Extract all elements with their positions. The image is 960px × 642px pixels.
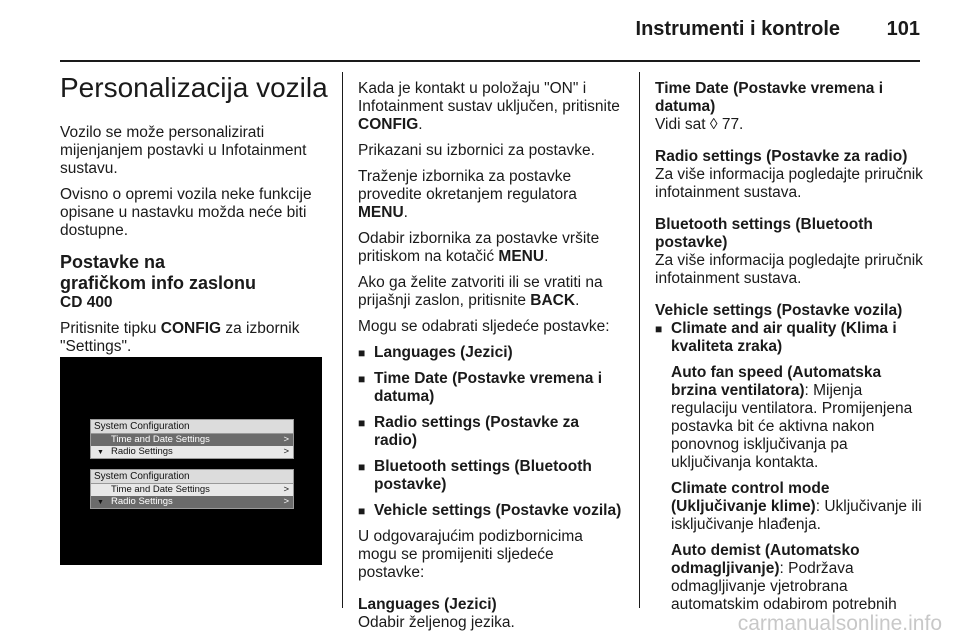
section-title: Bluetooth settings (Bluetooth postavke) (655, 216, 873, 251)
bluetooth-section (655, 216, 925, 288)
languages-title: Languages (Jezici) (358, 596, 497, 613)
paragraph: Odabir izbornika za postavke vršite pritiskom na kotačić MENU. (358, 230, 600, 265)
list-item: ■ Vehicle settings (Postavke vozila) (358, 502, 624, 520)
radio-section (655, 148, 925, 202)
auto-demist: Auto demist (Automatsko odmagljivanje): Podržava odmagljivanje vjetrobrana automatskim odabirom potrebnih (671, 542, 897, 613)
vehicle-section (655, 302, 925, 614)
equipment-note: Ovisno o opremi vozila neke funkcije opisane u nastavku možda neće biti dostupne. (60, 186, 312, 239)
auto-fan-speed: Auto fan speed (Automatska brzina ventilatora): Mijenja regulaciju ventilatora. Promijenjena postavka bit će aktivna nakon ponovnog isključivanja pa uključivanja kontakta. (671, 364, 913, 471)
chevron-right-icon: > (283, 446, 289, 457)
climate-subitems (655, 364, 925, 614)
paragraph: Ako ga želite zatvoriti ili se vratiti na prijašnji zaslon, pritisnite BACK. (358, 274, 603, 309)
menu-row-radio: ▼ Radio Settings > (91, 496, 293, 508)
section-title: Radio settings (Postavke za radio) (655, 148, 908, 165)
triangle-down-icon: ▼ (97, 449, 104, 456)
chevron-right-icon: > (283, 434, 289, 445)
section-text: Za više informacija pogledajte priručnik infotainment sustava. (655, 252, 923, 287)
chevron-right-icon: > (283, 484, 289, 495)
list-item: ■ Radio settings (Postavke za radio) (358, 414, 624, 450)
triangle-down-icon: ▼ (97, 499, 104, 506)
climate-item: ■ Climate and air quality (Klima i kvaliteta zraka) (655, 320, 925, 356)
column-divider-1 (342, 72, 343, 608)
list-item: ■ Time Date (Postavke vremena i datuma) (358, 370, 624, 406)
climate-control-mode: Climate control mode (Uključivanje klime): Uključivanje ili isključivanje hlađenja. (671, 480, 922, 533)
paragraph: Traženje izbornika za postavke provedite okretanjem regulatora MENU. (358, 168, 577, 221)
subsection-heading: CD 400 (60, 294, 113, 311)
section-heading-line1: Postavke na (60, 252, 166, 272)
system-config-panel-1 (90, 419, 294, 459)
panel-title: System Configuration (91, 420, 293, 434)
page-number: 101 (886, 18, 920, 40)
section-text: Vidi sat ◊ 77. (655, 116, 744, 133)
menu-row-radio: ▼ Radio Settings > (97, 446, 289, 457)
section-heading (60, 252, 332, 294)
page-header (0, 0, 960, 62)
section-title: Time Date (Postavke vremena i datuma) (655, 80, 884, 115)
chevron-right-icon: > (283, 496, 289, 507)
section-heading-line2: grafičkom info zaslonu (60, 273, 257, 293)
panel-title: System Configuration (91, 470, 293, 484)
languages-text: Odabir željenog jezika. (358, 614, 515, 631)
page-title: Personalizacija vozila (60, 72, 328, 103)
column-2 (358, 80, 624, 632)
section-text: Za više informacija pogledajte priručnik infotainment sustava. (655, 166, 923, 201)
watermark: carmanualsonline.info (737, 612, 942, 635)
menu-row-time-date: Time and Date Settings > (91, 434, 293, 446)
list-item: ■ Languages (Jezici) (358, 344, 624, 362)
section-title: Vehicle settings (Postavke vozila) (655, 302, 903, 319)
section-title: Instrumenti i kontrole (635, 18, 840, 40)
paragraph: U odgovarajućim podizbornicima mogu se promijeniti sljedeće postavke: (358, 528, 583, 581)
settings-list (358, 344, 624, 520)
time-date-section (655, 80, 925, 134)
config-key: CONFIG (160, 320, 222, 337)
system-config-panel-2 (90, 469, 294, 509)
intro-paragraph: Vozilo se može personalizirati mijenjanjem postavki u Infotainment sustavu. (60, 124, 307, 177)
paragraph: Prikazani su izbornici za postavke. (358, 142, 595, 159)
menu-row-time-date: Time and Date Settings > (111, 484, 289, 495)
languages-section (358, 596, 624, 632)
column-3 (655, 80, 925, 622)
column-divider-2 (639, 72, 640, 608)
header-divider (60, 60, 920, 62)
config-instruction: Pritisnite tipku CONFIG za izbornik "Settings". (60, 320, 300, 355)
paragraph: Mogu se odabrati sljedeće postavke: (358, 318, 610, 335)
display-illustration (60, 357, 322, 565)
paragraph: Kada je kontakt u položaju "ON" i Infotainment sustav uključen, pritisnite CONFIG. (358, 80, 620, 133)
list-item: ■ Bluetooth settings (Bluetooth postavke) (358, 458, 624, 494)
column-1 (60, 70, 332, 364)
